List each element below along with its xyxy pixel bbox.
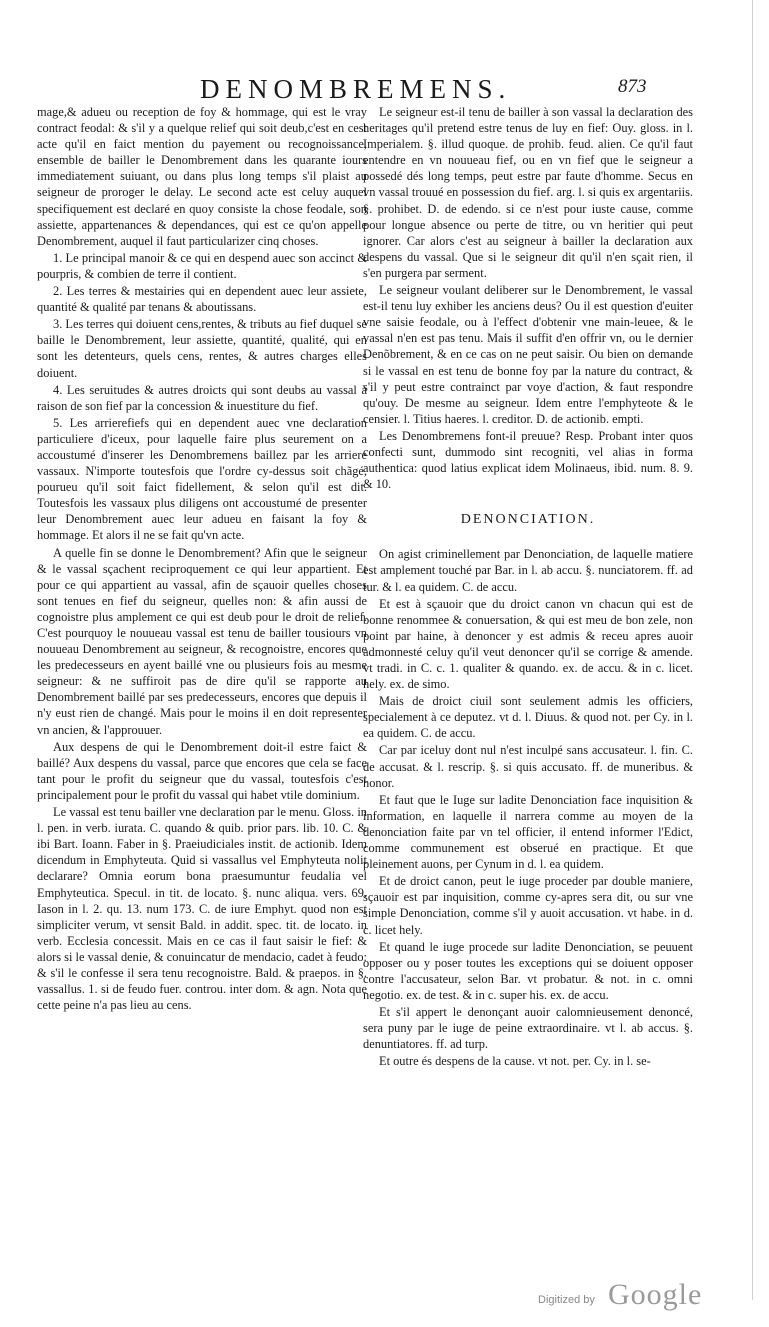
paragraph: Car par iceluy dont nul n'est inculpé sans accusateur. l. fin. C. de accusat. & l. rescrip. §. si quis accusato. ff. de muneribus. & honor. (363, 743, 693, 790)
digitized-by-label: Digitized by (538, 1294, 595, 1306)
paragraph: Et outre és despens de la cause. vt not. per. Cy. in l. se- (379, 1054, 651, 1069)
paragraph: Le vassal est tenu bailler vne declaration par le menu. Gloss. in l. pen. in verb. iurata. C. quando & quib. prior pars. lib. 10. C. & ibi Bart. Ioann. Faber in §. Praeiudiciales instit. de actionib. Idem dicendum in Emphyteuta. Quid si vassallus vel Emphyteuta nolit declarare? Omnia eorum bona praesumuntur feudalia vel Emphyteutica. Specul. in tit. de locato. §. nunc aliqua. vers. 69. Iason in l. 2. qu. 13. num 173. C. de iure Emphyt. quod non est simpliciter verum, vt sensit Bald. in addit. spec. tit. de locato. in verb. Ecclesia concessit. Mais en ce cas il faut saisir le fief: & alors si le vassal denie, & conuincatur de mendacio, cadet à feudo: & s'il le confesse il sera tenu recognoistre. Bald. & praepos. in §. vassallus. 1. si de feudo fuer. controu. inter dom. & agn. Nota que cette peine n'a pas lieu au cens. (37, 805, 367, 1013)
paragraph: Le seigneur est-il tenu de bailler à son vassal la declaration des heritages qu'il pretend estre tenus de luy en fief: Ouy. gloss. in l. Imperialem. §. illud quoque. de prohib. feud. alien. Ce qu'il faut entendre en vn nouueau fief, ou en vn fief que le seigneur a possedé dés long temps, peut estre par faute d'homme. Secus en vn vassal trouué en possession du fief. arg. l. si quis ex argentariis. §. prohibet. D. de edendo. si ce n'est pour iuste cause, comme pour longue absence ou perte de titre, ou vn heritier qui peut ignorer. Car alors c'est au seigneur à bailler la declaration aux despens du vassal. Que si le seigneur dit qu'il n'en sçait rien, il s'en purgera par serment. (363, 105, 693, 280)
paragraph: 2. Les terres & mestairies qui en dependent auec leur assiete, quantité & qualité par tenans & aboutissans. (37, 284, 367, 315)
digitization-watermark (538, 1280, 758, 1314)
paragraph: 3. Les terres qui doiuent cens,rentes, & tributs au fief duquel se baille le Denombrement, leur assiette, quantité, qualité, qui en sont les detenteurs, quels cens, rentes, & autres charges elles doiuent. (37, 317, 367, 380)
paragraph: Le seigneur voulant deliberer sur le Denombrement, le vassal est-il tenu luy exhiber les anciens deus? Ou il est question d'euiter vne saisie feodale, ou à l'effect d'obtenir vne main-leuee, & le vassal n'en est pas tenu. Mais il suffit d'en offrir vn, ou le dernier Denõbrement, & en ce cas on ne peut saisir. Ou bien on demande si le vassal en est tenu de bonne foy par la nature du contract, & s'il y peut estre contrainct par voye d'action, & faut respondre qu'ouy. De mesme au seigneur. Idem entre l'emphyteote & le censier. l. Titius haeres. l. creditor. D. de actionib. empti. (363, 283, 693, 426)
paragraph: Et est à sçauoir que du droict canon vn chacun qui est de bonne renommee & conuersation, & qui est meu de bon zele, non point par haine, à denoncer y est admis & receu apres auoir admonnesté celuy qu'il veut denoncer qu'il se corrige & amende. vt tradi. in C. c. 1. qualiter & quando. ex. de accu. & in c. licet. hely. ex. de simo. (363, 596, 693, 692)
paragraph: Aux despens de qui le Denombrement doit-il estre faict & baillé? Aux despens du vassal, parce que encores que cela se face tant pour le profit du seigneur que du vassal, toutesfois c'est principalement pour le profit du vassal qui habet vtile dominium. (37, 739, 367, 802)
paragraph: Et de droict canon, peut le iuge proceder par double maniere, sçauoir est par inquisition, comme cy-apres sera dit, ou sur vne simple Denonciation, comme s'il y auoit accusation. vt habe. in d. c. licet hely. (363, 874, 693, 937)
page-edge-line (752, 0, 753, 1300)
paragraph: Les Denombremens font-il preuue? Resp. Probant inter quos confecti sunt, dummodo sint recogniti, vel alias in forma authentica: quod latius explicat idem Molinaeus, ibid. num. 8. 9. & 10. (363, 428, 693, 492)
paragraph: Et faut que le Iuge sur ladite Denonciation face inquisition & information, en laquelle il narrera comme au moyen de la denonciation faite par vn tel officier, il entend informer l'Edict, comme communement est obserué en practique. Et que pleinement auons, per Cynum in d. l. ea quidem. (363, 792, 693, 872)
paragraph: A quelle fin se donne le Denombrement? Afin que le seigneur & le vassal sçachent reciproquement ce qui leur appartient. Et pour ce qui appartient au vassal, afin de sçauoir quelles choses sont tenues en fief du seigneur, quelles non: & afin aussi de cognoistre plus amplement ce qui est deub pour le droit de relief. C'est pourquoy le nouueau vassal est tenu de bailler tousiours vn nouueau Denombrement au seigneur, & recognoistre, encores que les predecesseurs en ayent baillé vne ou plusieurs fois au mesme seigneur: & ne suffiroit pas de dire qu'il se rapporte au Denombrement baillé par ses predecesseurs, encores que depuis il n'y eust rien de changé. Mais pour le moins il en doit representer vn ancien, & l'approuuer. (37, 545, 367, 737)
left-column (37, 104, 367, 1013)
paragraph: Et s'il appert le denonçant auoir calomnieusement denoncé, sera puny par le iuge de peine extraordinaire. vt l. ab accus. §. denuntiatores. ff. ad turp. (363, 1004, 693, 1052)
google-logo: Google (608, 1278, 703, 1311)
paragraph: Mais de droict ciuil sont seulement admis les officiers, specialement à ce deputez. vt d. l. Diuus. & quod not. per Cy. in l. ea quidem. C. de accu. (363, 694, 693, 741)
paragraph: 5. Les arrierefiefs qui en dependent auec vne declaration particuliere d'iceux, pour laquelle faire plus seurement on a accoustumé d'inserer les Denombremens baillez par les arriere vassaux. N'importe toutesfois que l'ordre cy-dessus soit chãgé, pourueu qu'il soit faict fidellement, & selon qu'il est dit. Toutesfois les vassaux plus diligens ont accoustumé de presenter leur Denombrement auec leur adueu en faisant la foy & hommage. Et alors il ne se fait qu'vn acte. (37, 415, 367, 543)
paragraph: 1. Le principal manoir & ce qui en despend auec son accinct & pourpris, & combien de terre il contient. (37, 250, 367, 281)
paragraph: 4. Les seruitudes & autres droicts qui sont deubs au vassal à raison de son fief par la concession & inuestiture du fief. (37, 382, 367, 413)
section-heading: DENONCIATION. (460, 512, 596, 528)
right-column (363, 104, 693, 1069)
paragraph: On agist criminellement par Denonciation, de laquelle matiere est amplement touché par Bar. in l. ab accu. §. nunciatorem. ff. ad tur. & l. ea quidem. C. de accu. (363, 547, 693, 594)
paragraph: mage,& adueu ou reception de foy & hommage, qui est le vray contract feodal: & s'il y a quelque relief qui soit deub,c'est en cest acte qu'il en faict mention du payement ou recognoissance, ensemble de bailler le Denombrement dans les quarante iours immediatement suiuant, ou dans plus long temps s'il plaist au seigneur de proroger le delay. Le second acte est celuy auquel specifiquement est declaré en quoy consiste la chose feodale, son assiette, appartenances & dependances, qui est ce qu'on appelle Denombrement, auquel il faut particularizer cinq choses. (37, 105, 367, 248)
running-title: DENOMBREMENS. (200, 74, 512, 104)
paragraph: Et quand le iuge procede sur ladite Denonciation, se peuuent opposer ou y poser toutes les exceptions qui se doiuent opposer contre l'accusateur, selon Bar. vt probatur. & not. in c. omni negotio. ex. de test. & in c. super his. ex. de accu. (363, 939, 693, 1002)
page-number: 873 (618, 76, 647, 97)
